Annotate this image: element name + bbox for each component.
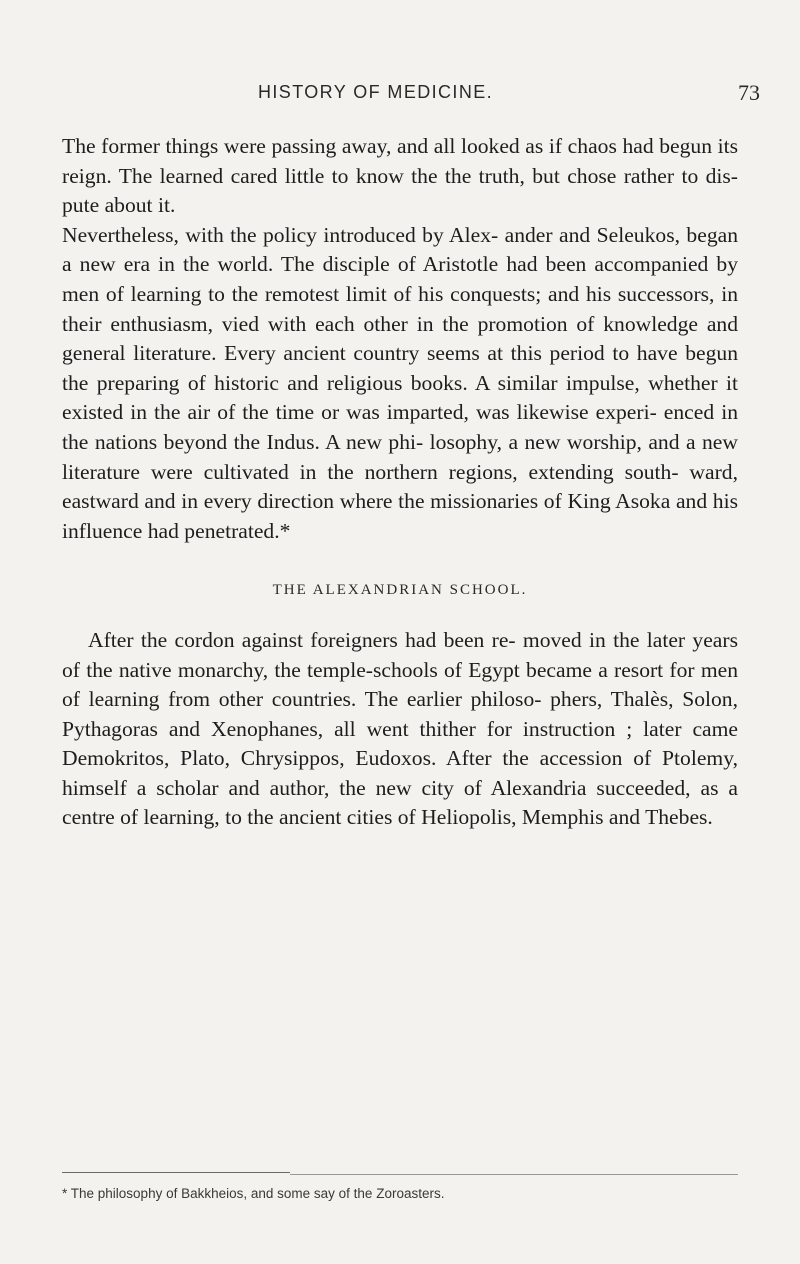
body-text [62,132,738,833]
paragraph-chaos: The former things were passing away, and all looked as if chaos had begun its reign. The learned cared little to know the the truth, but chose rather to dis- pute about it. [62,134,738,218]
footnote-rule-extension [290,1174,738,1175]
running-head [0,80,800,110]
footnote: * The philosophy of Bakkheios, and some say of the Zoroasters. [62,1186,445,1201]
page-number: 73 [738,80,760,105]
paragraph-new-era: Nevertheless, with the policy introduced by Alex- ander and Seleukos, began a new era in the world. The disciple of Aristotle had been accompanied by men of learning to the remotest limit of his conquests; and his successors, in their enthusiasm, vied with each other in the promotion of knowledge and general literature. Every ancient country seems at this period to have begun the preparing of historic and religious books. A similar impulse, whether it existed in the air of the time or was imparted, was likewise experi- enced in the nations beyond the Indus. A new phi- losophy, a new worship, and a new literature were cultivated in the northern regions, extending south- ward, eastward and in every direction where the missionaries of King Asoka and his influence had penetrated.* [62,222,738,543]
section-heading: THE ALEXANDRIAN SCHOOL. [272,582,528,599]
paragraph-alexandrian-school: After the cordon against foreigners had been re- moved in the later years of the native monarchy, the temple-schools of Egypt became a resort for men of learning from other countries. The earlier philoso- phers, Thalès, Solon, Pythagoras and Xenophanes, all went thither for instruction ; later came Demokritos, Plato, Chrysippos, Eudoxos. After the accession of Ptolemy, himself a scholar and author, the new city of Alexandria succeeded, as a centre of learning, to the ancient cities of Heliopolis, Memphis and Thebes. [62,627,738,830]
running-title: HISTORY OF MEDICINE. [258,82,494,102]
footnote-rule [62,1172,290,1173]
